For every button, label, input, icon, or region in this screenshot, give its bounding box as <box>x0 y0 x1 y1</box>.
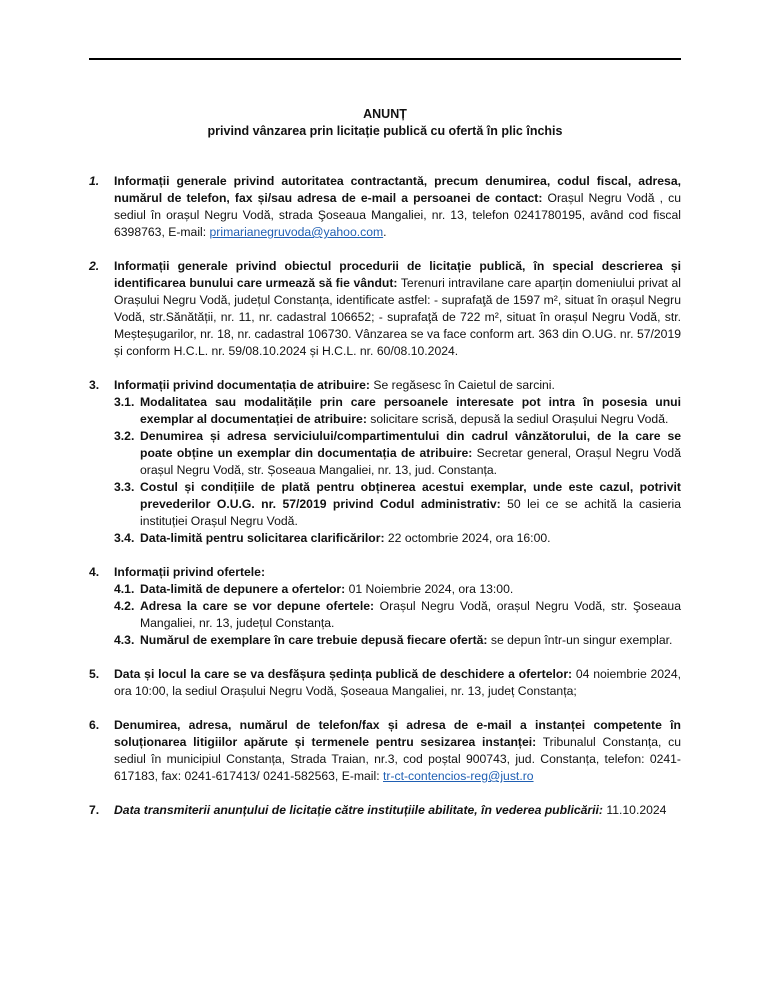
section-3 <box>89 377 681 394</box>
section-text: 11.10.2024 <box>602 803 667 817</box>
section-text: Terenuri intravilane care aparțin domeniului privat al Orașului Negru Vodă, județul Constanța, identificate astfel: - suprafaţă de 1597 m², situat în orașul Negru Vodă, str.Sănătății, nr. 11, nr. cadastral 106652; - suprafaţă de 722 m², situat în orașul Negru Vodă, str. Meșteșugarilor, nr. 18, nr. cadastral 106730. Vânzarea se va face conform art. 363 din O.UG. nr. 57/2019 și conform H.C.L. nr. 59/08.10.2024 și H.C.L. nr. 60/08.10.2024. <box>114 276 681 358</box>
section-5 <box>89 666 681 700</box>
subsection-text: Orașul Negru Vodă, orașul Negru Vodă, str. Şoseaua Mangaliei, nr. 13, județul Constanța. <box>140 599 681 630</box>
subsection-text: 22 octombrie 2024, ora 16:00. <box>384 531 551 545</box>
page-title: ANUNȚ <box>363 107 407 121</box>
subsection-number: 3.4. <box>114 531 135 545</box>
section-heading: Informații privind ofertele: <box>114 565 266 579</box>
subsection-heading: Data-limită de depunere a ofertelor: <box>140 582 346 596</box>
top-rule <box>89 58 681 60</box>
subsection-number: 3.3. <box>114 480 135 494</box>
section-text: Se regăsesc în Caietul de sarcini. <box>369 378 555 392</box>
subsection-4-3 <box>89 632 681 649</box>
section-7 <box>89 802 681 819</box>
section-2 <box>89 258 681 360</box>
section-heading: Data transmiterii anunțului de licitație către instituțiile abilitate, în vederea publicării: <box>114 803 603 817</box>
section-number: 5. <box>89 667 100 681</box>
section-1 <box>89 173 681 241</box>
section-heading: Denumirea, adresa, numărul de telefon/fax și adresa de e-mail a instanței competente în soluționarea litigiilor apărute și termenele pentru sesizarea instanței: <box>114 718 681 749</box>
section-number: 6. <box>89 718 100 732</box>
subsection-text: se depun într-un singur exemplar. <box>487 633 673 647</box>
email-link[interactable]: primarianegruvoda@yahoo.com <box>209 225 384 239</box>
section-text-end: . <box>383 225 387 239</box>
subsection-4-2 <box>89 598 681 632</box>
section-number: 2. <box>89 259 100 273</box>
section-heading: Data și locul la care se va desfășura ședința publică de deschidere a ofertelor: <box>114 667 573 681</box>
subsection-text: Secretar general, Orașul Negru Vodă orașul Negru Vodă, str. Șoseaua Mangaliei, nr. 13, jud. Constanța. <box>140 446 681 477</box>
announcement-body <box>89 173 681 836</box>
section-heading: Informații generale privind autoritatea contractantă, precum denumirea, codul fiscal, adresa, numărul de telefon, fax și/sau adresa de e-mail a persoanei de contact: <box>114 174 681 205</box>
subsection-text: 01 Noiembrie 2024, ora 13:00. <box>345 582 514 596</box>
section-number: 1. <box>89 174 100 188</box>
subsection-number: 4.1. <box>114 582 135 596</box>
subsection-3-2 <box>89 428 681 479</box>
section-number: 4. <box>89 565 100 579</box>
subsection-number: 4.3. <box>114 633 135 647</box>
subsection-heading: Denumirea și adresa serviciului/compartimentului din cadrul vânzătorului, de la care se poate obține un exemplar din documentația de atribuire: <box>140 429 681 460</box>
section-text: Tribunalul Constanța, cu sediul în municipiul Constanța, Strada Traian, nr.3, cod poștal 900743, jud. Constanța, telefon: 0241-617183, fax: 0241-617413/ 0241-582563, E-mail: <box>114 735 681 783</box>
section-heading: Informații privind documentația de atribuire: <box>114 378 370 392</box>
section-text: 04 noiembrie 2024, ora 10:00, la sediul Orașului Negru Vodă, Șoseaua Mangaliei, nr. 13, județ Constanța; <box>114 667 682 698</box>
subsection-number: 3.1. <box>114 395 135 409</box>
subsection-3-3 <box>89 479 681 530</box>
subsection-text: solicitare scrisă, depusă la sediul Orașului Negru Vodă. <box>366 412 669 426</box>
section-heading: Informații generale privind obiectul procedurii de licitație publică, în special descrierea și identificarea bunului care urmează să fie vândut: <box>114 259 681 290</box>
subsection-number: 3.2. <box>114 429 135 443</box>
subsection-3-1 <box>89 394 681 428</box>
subsection-heading: Numărul de exemplare în care trebuie depusă fiecare ofertă: <box>140 633 488 647</box>
subsection-heading: Adresa la care se vor depune ofertele: <box>140 599 375 613</box>
email-link[interactable]: tr-ct-contencios-reg@just.ro <box>383 769 534 783</box>
section-text: Orașul Negru Vodă , cu sediul în orașul Negru Vodă, strada Şoseaua Mangaliei, nr. 13, telefon 0241780195, având cod fiscal 6398763, E-mail: <box>114 191 681 239</box>
subsection-heading: Data-limită pentru solicitarea clarificărilor: <box>140 531 385 545</box>
section-6 <box>89 717 681 785</box>
page-subtitle: privind vânzarea prin licitație publică cu ofertă în plic închis <box>207 124 563 138</box>
subsection-text: 50 lei ce se achită la casieria instituției Orașul Negru Vodă. <box>140 497 681 528</box>
section-4 <box>89 564 681 581</box>
subsection-3-4 <box>89 530 681 547</box>
section-number: 3. <box>89 378 100 392</box>
section-number: 7. <box>89 803 100 817</box>
subsection-number: 4.2. <box>114 599 135 613</box>
subsection-4-1 <box>89 581 681 598</box>
subsection-heading: Costul și condițiile de plată pentru obținerea acestui exemplar, unde este cazul, potrivit prevederilor O.U.G. nr. 57/2019 privind Codul administrativ: <box>140 480 681 511</box>
subsection-heading: Modalitatea sau modalitățile prin care persoanele interesate pot intra în posesia unui exemplar al documentației de atribuire: <box>140 395 681 426</box>
